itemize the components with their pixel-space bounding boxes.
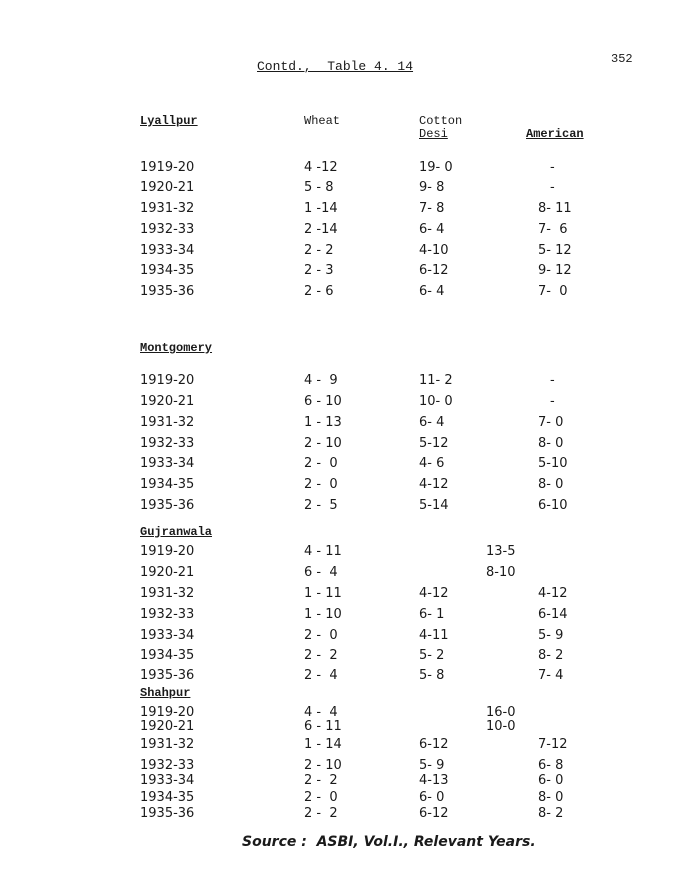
year-cell: 1932-33 xyxy=(140,607,195,622)
american-cell: - xyxy=(550,160,555,175)
wheat-cell: 2 - 2 xyxy=(304,773,338,788)
desi-cell: 4-10 xyxy=(419,243,449,258)
desi-cell: 6- 4 xyxy=(419,284,445,299)
desi-cell: 5- 2 xyxy=(419,648,445,663)
wheat-cell: 1 - 10 xyxy=(304,607,342,622)
table-title: Contd., Table 4. 14 xyxy=(257,59,414,74)
year-cell: 1920-21 xyxy=(140,719,195,734)
wheat-cell: 6 - 10 xyxy=(304,394,342,409)
desi-cell: 6- 0 xyxy=(419,790,445,805)
wheat-cell: 6 - 4 xyxy=(304,565,338,580)
page-number: 352 xyxy=(611,52,633,66)
wheat-cell: 2 - 2 xyxy=(304,648,338,663)
section-title: Gujranwala xyxy=(140,525,213,539)
wheat-cell: 2 - 0 xyxy=(304,790,338,805)
wheat-cell: 2 -14 xyxy=(304,222,338,237)
wheat-cell: 2 - 0 xyxy=(304,477,338,492)
desi-cell: 4-13 xyxy=(419,773,449,788)
desi-cell: 4- 6 xyxy=(419,456,445,471)
american-cell: 8- 0 xyxy=(538,436,564,451)
year-cell: 1931-32 xyxy=(140,586,195,601)
year-cell: 1933-34 xyxy=(140,628,195,643)
wheat-cell: 2 - 0 xyxy=(304,456,338,471)
cotton-combined-cell: 10-0 xyxy=(486,719,516,734)
year-cell: 1932-33 xyxy=(140,758,195,773)
year-cell: 1920-21 xyxy=(140,565,195,580)
cotton-combined-cell: 16-0 xyxy=(486,705,516,720)
american-cell: 8- 0 xyxy=(538,790,564,805)
desi-cell: 6-12 xyxy=(419,737,449,752)
wheat-cell: 4 -12 xyxy=(304,160,338,175)
american-cell: 6-10 xyxy=(538,498,568,513)
desi-cell: 9- 8 xyxy=(419,180,445,195)
cotton-combined-cell: 13-5 xyxy=(486,544,516,559)
cotton-combined-cell: 8-10 xyxy=(486,565,516,580)
wheat-cell: 2 - 6 xyxy=(304,284,334,299)
american-cell: 8- 11 xyxy=(538,201,572,216)
desi-cell: 19- 0 xyxy=(419,160,453,175)
american-cell: 8- 2 xyxy=(538,648,564,663)
desi-cell: 4-12 xyxy=(419,586,449,601)
american-cell: 7- 6 xyxy=(538,222,568,237)
american-cell: 4-12 xyxy=(538,586,568,601)
wheat-cell: 2 - 10 xyxy=(304,436,342,451)
header-american: American xyxy=(526,127,584,141)
wheat-cell: 2 - 3 xyxy=(304,263,334,278)
american-cell: - xyxy=(550,180,555,195)
year-cell: 1932-33 xyxy=(140,436,195,451)
american-cell: 6-14 xyxy=(538,607,568,622)
year-cell: 1920-21 xyxy=(140,394,195,409)
american-cell: 5- 12 xyxy=(538,243,572,258)
year-cell: 1935-36 xyxy=(140,668,195,683)
year-cell: 1934-35 xyxy=(140,263,195,278)
year-cell: 1935-36 xyxy=(140,498,195,513)
american-cell: 6- 0 xyxy=(538,773,564,788)
source-note: Source : ASBI, Vol.I., Relevant Years. xyxy=(242,834,536,850)
section-title: Shahpur xyxy=(140,686,191,700)
wheat-cell: 1 - 13 xyxy=(304,415,342,430)
year-cell: 1934-35 xyxy=(140,648,195,663)
year-cell: 1934-35 xyxy=(140,790,195,805)
american-cell: - xyxy=(550,394,555,409)
wheat-cell: 1 - 14 xyxy=(304,737,342,752)
american-cell: 7- 0 xyxy=(538,415,564,430)
american-cell: 9- 12 xyxy=(538,263,572,278)
american-cell: 7- 4 xyxy=(538,668,564,683)
header-cotton: Cotton xyxy=(419,114,463,128)
desi-cell: 5-12 xyxy=(419,436,449,451)
wheat-cell: 4 - 9 xyxy=(304,373,338,388)
header-wheat: Wheat xyxy=(304,114,341,128)
wheat-cell: 1 -14 xyxy=(304,201,338,216)
year-cell: 1919-20 xyxy=(140,705,195,720)
year-cell: 1932-33 xyxy=(140,222,195,237)
desi-cell: 10- 0 xyxy=(419,394,453,409)
desi-cell: 6- 4 xyxy=(419,222,445,237)
desi-cell: 11- 2 xyxy=(419,373,453,388)
desi-cell: 4-12 xyxy=(419,477,449,492)
american-cell: 7-12 xyxy=(538,737,568,752)
year-cell: 1931-32 xyxy=(140,737,195,752)
wheat-cell: 4 - 11 xyxy=(304,544,342,559)
year-cell: 1933-34 xyxy=(140,243,195,258)
desi-cell: 6- 4 xyxy=(419,415,445,430)
desi-cell: 5- 9 xyxy=(419,758,445,773)
american-cell: 8- 0 xyxy=(538,477,564,492)
american-cell: 5-10 xyxy=(538,456,568,471)
year-cell: 1931-32 xyxy=(140,415,195,430)
year-cell: 1919-20 xyxy=(140,160,195,175)
year-cell: 1935-36 xyxy=(140,806,195,821)
header-district: Lyallpur xyxy=(140,114,198,128)
section-title: Montgomery xyxy=(140,341,213,355)
wheat-cell: 2 - 5 xyxy=(304,498,338,513)
desi-cell: 6-12 xyxy=(419,806,449,821)
wheat-cell: 2 - 2 xyxy=(304,806,338,821)
wheat-cell: 2 - 2 xyxy=(304,243,334,258)
desi-cell: 7- 8 xyxy=(419,201,445,216)
wheat-cell: 2 - 4 xyxy=(304,668,338,683)
wheat-cell: 2 - 10 xyxy=(304,758,342,773)
american-cell: 6- 8 xyxy=(538,758,564,773)
wheat-cell: 5 - 8 xyxy=(304,180,334,195)
year-cell: 1933-34 xyxy=(140,773,195,788)
wheat-cell: 1 - 11 xyxy=(304,586,342,601)
desi-cell: 6-12 xyxy=(419,263,449,278)
desi-cell: 5-14 xyxy=(419,498,449,513)
year-cell: 1933-34 xyxy=(140,456,195,471)
wheat-cell: 6 - 11 xyxy=(304,719,342,734)
year-cell: 1935-36 xyxy=(140,284,195,299)
american-cell: - xyxy=(550,373,555,388)
year-cell: 1934-35 xyxy=(140,477,195,492)
american-cell: 8- 2 xyxy=(538,806,564,821)
year-cell: 1920-21 xyxy=(140,180,195,195)
year-cell: 1931-32 xyxy=(140,201,195,216)
desi-cell: 5- 8 xyxy=(419,668,445,683)
year-cell: 1919-20 xyxy=(140,544,195,559)
american-cell: 7- 0 xyxy=(538,284,568,299)
desi-cell: 4-11 xyxy=(419,628,449,643)
header-desi: Desi xyxy=(419,127,448,141)
desi-cell: 6- 1 xyxy=(419,607,445,622)
year-cell: 1919-20 xyxy=(140,373,195,388)
wheat-cell: 4 - 4 xyxy=(304,705,338,720)
wheat-cell: 2 - 0 xyxy=(304,628,338,643)
american-cell: 5- 9 xyxy=(538,628,564,643)
